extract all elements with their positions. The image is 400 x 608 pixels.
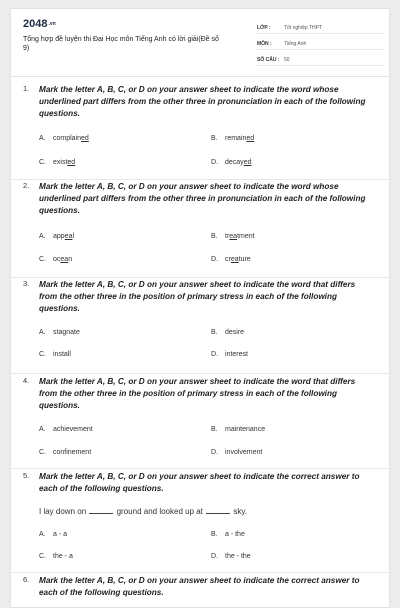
question-divider bbox=[11, 373, 391, 374]
question-number: 2. bbox=[23, 181, 30, 190]
option-a[interactable]: A. stagnate bbox=[39, 329, 80, 336]
question-prompt: Mark the letter A, B, C, or D on your answer sheet to indicate the word that differs from the other three in the position of primary stress in each of the following questions. bbox=[39, 280, 356, 313]
option-d[interactable]: D. involvement bbox=[211, 449, 263, 456]
document-title: Tổng hợp đề luyện thi Đại Học môn Tiếng Anh có lời giải(Đề số 9) bbox=[23, 36, 219, 52]
option-d[interactable]: D. decayed bbox=[211, 159, 252, 166]
question-divider bbox=[11, 572, 391, 573]
meta-value: Tiếng Anh bbox=[284, 41, 307, 47]
meta-row-question-count bbox=[257, 50, 383, 66]
meta-key: SỐ CÂU : bbox=[257, 57, 280, 63]
question-4 bbox=[23, 376, 383, 466]
option-c[interactable]: C. ocean bbox=[39, 256, 73, 263]
question-divider bbox=[11, 179, 391, 180]
question-prompt: Mark the letter A, B, C, or D on your answer sheet to indicate the word whose underlined part differs from the other three in pronunciation in each of the following questions. bbox=[39, 85, 366, 118]
option-b[interactable]: B. maintenance bbox=[211, 426, 266, 433]
option-b[interactable]: B. treatment bbox=[211, 233, 255, 240]
question-prompt: Mark the letter A, B, C, or D on your answer sheet to indicate the word whose underlined part differs from the other three in pronunciation in each of the following questions. bbox=[39, 182, 366, 215]
question-number: 3. bbox=[23, 279, 30, 288]
meta-value: 50 bbox=[284, 57, 290, 63]
logo-text: 2048 bbox=[23, 18, 48, 30]
meta-row-class bbox=[257, 18, 383, 34]
question-2 bbox=[23, 181, 383, 271]
document-meta bbox=[257, 18, 383, 66]
option-c[interactable]: C. install bbox=[39, 351, 71, 358]
option-d[interactable]: D. the - the bbox=[211, 553, 251, 560]
question-3 bbox=[23, 279, 383, 369]
meta-row-subject bbox=[257, 34, 383, 50]
question-number: 5. bbox=[23, 471, 30, 480]
option-c[interactable]: C. existed bbox=[39, 159, 76, 166]
question-1 bbox=[23, 84, 383, 174]
option-b[interactable]: B. desire bbox=[211, 329, 245, 336]
option-c[interactable]: C. the - a bbox=[39, 553, 73, 560]
logo-suffix: .vn bbox=[48, 21, 56, 28]
question-stem: I lay down on ground and looked up at sky. bbox=[39, 507, 248, 516]
option-c[interactable]: C. confinement bbox=[39, 449, 92, 456]
meta-key: LỚP : bbox=[257, 25, 271, 31]
option-a[interactable]: A. complained bbox=[39, 135, 89, 142]
option-b[interactable]: B. remained bbox=[211, 135, 255, 142]
question-number: 4. bbox=[23, 376, 30, 385]
answer-blank bbox=[89, 513, 113, 514]
question-6 bbox=[23, 575, 383, 605]
option-d[interactable]: D. interest bbox=[211, 351, 248, 358]
option-a[interactable]: A. achievement bbox=[39, 426, 93, 433]
option-a[interactable]: A. appeal bbox=[39, 233, 75, 240]
question-prompt: Mark the letter A, B, C, or D on your answer sheet to indicate the correct answer to each of the following questions. bbox=[39, 472, 360, 493]
document-header bbox=[11, 9, 389, 77]
question-divider bbox=[11, 277, 391, 278]
question-divider bbox=[11, 468, 391, 469]
option-b[interactable]: B. a - the bbox=[211, 531, 245, 538]
question-number: 1. bbox=[23, 84, 30, 93]
question-number: 6. bbox=[23, 575, 30, 584]
question-5 bbox=[23, 471, 383, 566]
answer-blank bbox=[206, 513, 230, 514]
option-a[interactable]: A. a - a bbox=[39, 531, 68, 538]
site-logo[interactable] bbox=[23, 18, 56, 30]
document-page bbox=[10, 8, 390, 608]
option-d[interactable]: D. creature bbox=[211, 256, 251, 263]
question-prompt: Mark the letter A, B, C, or D on your answer sheet to indicate the word that differs from the other three in the position of primary stress in each of the following questions. bbox=[39, 377, 356, 410]
meta-key: MÔN : bbox=[257, 41, 272, 47]
question-prompt: Mark the letter A, B, C, or D on your answer sheet to indicate the correct answer to each of the following questions. bbox=[39, 576, 360, 597]
meta-value: Tốt nghiệp THPT bbox=[284, 25, 322, 31]
